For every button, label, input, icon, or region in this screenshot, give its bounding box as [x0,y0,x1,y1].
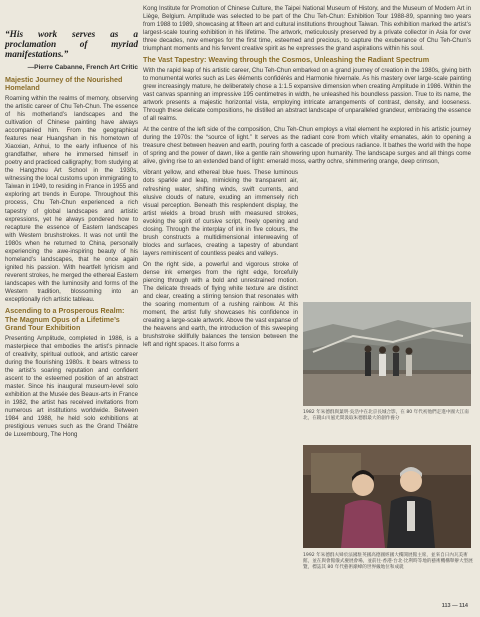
pull-quote: “His work serves as a proclamation of myriad manifestations.” [5,30,138,61]
photo-caption: 1982 年朱德群與葉明·吳浩中在北京長城合影，在 80 年代初他們走進中國大江南北，在鏡山川風光間汲取朱德群最大的創作養分 [303,410,469,421]
great-wall-photo [303,302,471,406]
left-column [5,30,138,442]
section-heading-exhibition: Ascending to a Prosperous Realm: The Magnum Opus of a Lifetime’s Grand Tour Exhibition [5,306,125,333]
portrait-image [303,445,471,548]
body-paragraph: Kong Institute for Promotion of Chinese Culture, the Taipei National Museum of History, and the Museum of Modern Art in Liège, Belgium. Amplitude was selected to be part of the Chu Teh-Chun: Exhibition Tour 1988-89, spanning two years from 1988 to 1989, showcasing at fifteen art and cultural institutions throughout Taiwan. This exhibition marked the artist’s largest-scale touring exhibition in his lifetime. The artwork, meticulously preserved by a private collector in Asia for over three decades, now emerges for the first time, esteemed and precious, to capture the exuberance of Chu Teh-Chun’s triumphant moments and his fervent creative spirit as he expresses the grand aspirations within his soul. [143,5,471,53]
body-paragraph: At the centre of the left side of the composition, Chu Teh-Chun employs a vital element he explored in his artistic journey during the 1970s: the “source of light.” It serves as the radiant core from which vitality emanates, akin to opening a treasure chest between heaven and earth, pouring forth a cascade of precious radiance. It bathes the world with the hope of spring and the power of dawn, like a gentle rain showering upon humanity. The landscape surges and all things come alive, giving rise to an extended band of light: emerald moss, earthy ochre, shimmering orange, deep crimson, [143,126,471,166]
body-paragraph: With the rapid leap of his artistic career, Chu Teh-Chun embarked on a grand journey of creation in the 1980s, giving birth to monumental works such as Les éléments confidérés and Harmonie hivernale. As his mastery over large-scale painting grew increasingly mature, he deliberately chose a 1:1.5 expansive dimension when creating Amplitude in 1986. Within the vast canvas spanning an impressive 195 centimetres in width, he unleashed his boundless passion. True to its name, the artwork presents a majestic horizontal vista, employing intricate arrangements of contrast, density, and looseness. Through these delicate compositions, he distilled an abstract landscape of unparalleled grandeur, embracing the essence of all realms. [143,66,471,123]
right-column [143,5,471,352]
body-paragraph: On the right side, a powerful and vigorous stroke of dense ink emerges from the right edge, forcefully piercing through with a bold and unrestrained motion. The delicate threads of flying white texture are distinct and clear, creating a stirring tension that resonates with the soaring momentum of a rushing rainbow. At this moment, the artist fully showcases his confidence in creating a large-scale artwork. Above the vast expanse of the heavens and earth, the introduction of this sweeping brushstroke skillfully balances the tension between the left and right spaces. It also forms a [143,260,298,349]
section-heading-tapestry: The Vast Tapestry: Weaving through the Cosmos, Unleashing the Radiant Spectrum [143,55,430,65]
quote-attribution: —Pierre Cabanne, French Art Critic [27,63,138,71]
portrait-photo [303,445,471,548]
great-wall-image [303,302,471,406]
body-paragraph: vibrant yellow, and ethereal blue hues. These luminous dots sparkle and leap, mimicking the transparent air, refreshing water, shifting winds, swift currents, and elusive clouds of nature, exuding an immensely rich visual perception. Beneath this resplendent display, the artist wields a broad brush with measured strokes, evoking the spirit of cursive script, freely opening and closing. Through the interplay of ink in five colours, the brush constructs a multidimensional interweaving of blocks and surfaces, creating a tapestry of abundant layers reminiscent of countless peaks and valleys. [143,169,298,257]
body-paragraph: Presenting Amplitude, completed in 1986, is a masterpiece that embodies the artist’s pinnacle of creativity, spiritual outlook, and artistic career during the flourishing 1980s. It bears witness to the artist’s soaring reputation and confident ascent to the esteemed position of an abstract master. Since his inaugural museum-level solo exhibition at the Musée des Beaux-arts in France in 1982, the artist has received invitations from numerous art institutions worldwide. Between 1984 and 1988, he held solo exhibitions at prestigious venues such as the Grand Théâtre de Luxembourg, The Hong [5,334,138,439]
section-heading-homeland: Majestic Journey of the Nourished Homeland [5,74,123,93]
photo-caption: 1992 年朱德群夫婦於法國駐英國高德國經國大樓開展館主席，並來自日內瓦美術館，並在與會館儀式慶展會場，並前往·香港·台北·比利時等地的藝術機構舉辦大型展覽，標誌其 80 年代藝術巔峰的世界級地位和成就 [303,553,473,570]
body-paragraph: Roaming within the realms of memory, observing the artistic career of Chu Teh-Chun. The essence of his motherland’s landscapes and the cultivation of Chinese painting have always accompanied him. From the geographical features near Huangshan in his hometown of Xiaoxian, Anhui, to the early influence of his grandfather, where he immersed himself in poetry and practiced calligraphy; from studying at the Hangzhou Art School in the 1930s, witnessing the local customs upon immigrating to Taiwan in 1949, to residing in France in 1955 and exploring art trends in Europe. Throughout this process, Chu Teh-Chun experienced a rich tapestry of global landscapes and artistic expressions, yet he always pondered how to recapture the essence of Eastern landscapes with Western brushstrokes. It was not until the 1980s when he returned to China, personally experiencing the awe-inspiring beauty of his homeland’s landscapes, that he once again ignited his passion. With heartfelt lyricism and reverent strokes, he merged the ethereal Eastern landscapes with the luminosity and forms of the Western tradition, blossoming into an exceptionally rich artistic tableau. [5,94,138,304]
page-numbers: 113 — 114 [441,603,468,609]
